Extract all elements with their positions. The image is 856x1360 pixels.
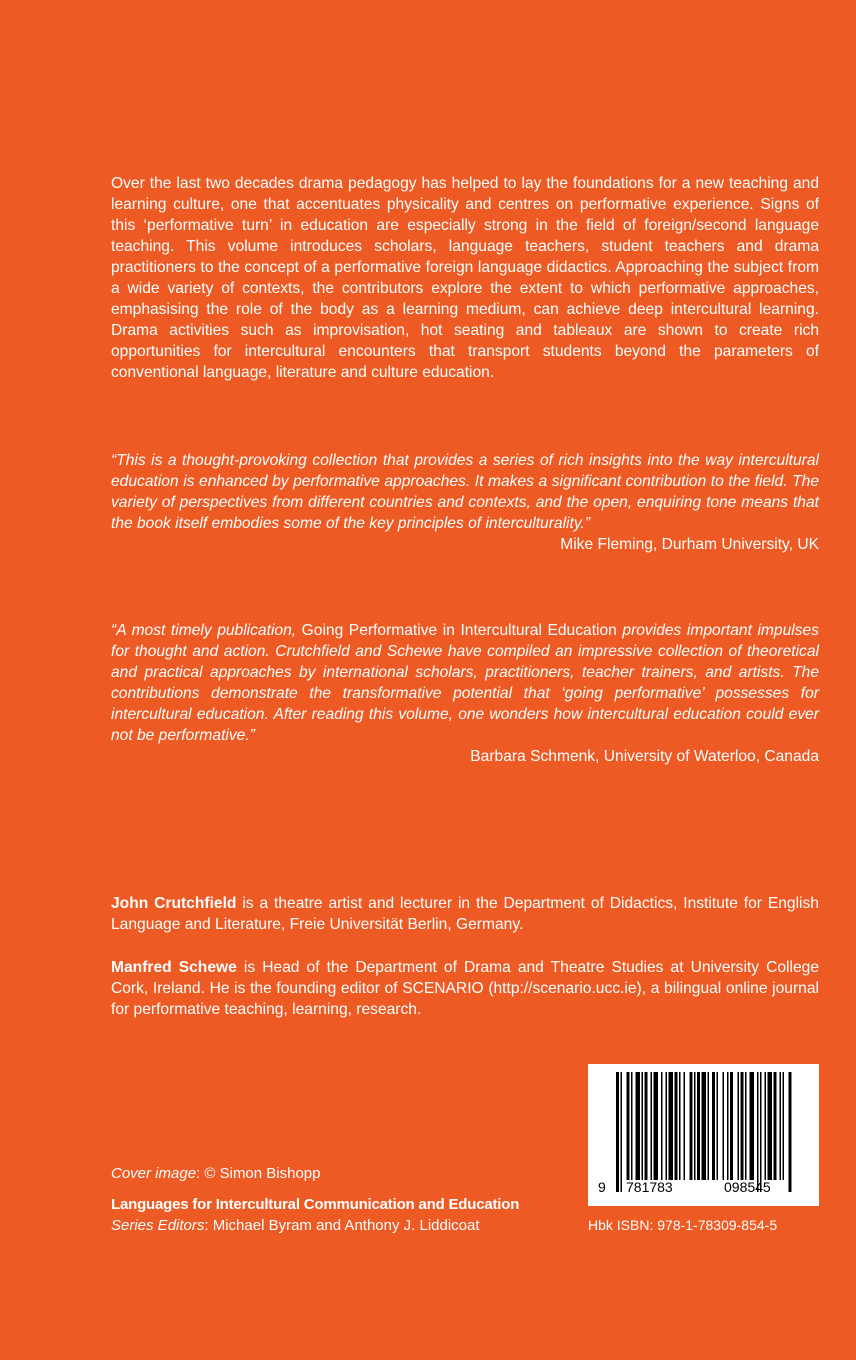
- series-editors-label: Series Editors: [111, 1217, 205, 1234]
- barcode-digit-prefix: 9: [598, 1179, 606, 1195]
- barcode-bar: [702, 1072, 707, 1180]
- barcode-bar: [675, 1072, 678, 1180]
- barcode-digits: [588, 1179, 819, 1203]
- cover-image-label: Cover image: [111, 1165, 197, 1182]
- series-editors: [111, 1215, 581, 1236]
- barcode-bar: [760, 1072, 762, 1192]
- barcode-bar: [621, 1072, 623, 1192]
- bio-text: [111, 957, 819, 1020]
- barcode-bar: [789, 1072, 792, 1192]
- barcode-bar: [636, 1072, 641, 1180]
- cover-image-name: : © Simon Bishopp: [196, 1165, 321, 1182]
- barcode-bar: [690, 1072, 693, 1180]
- blurb: [111, 173, 819, 383]
- barcode-bar: [661, 1072, 663, 1180]
- barcode-bar: [666, 1072, 668, 1180]
- endorsement-quote: “This is a thought-provoking collection that provides a series of rich insights into the way intercultural education is enhanced by performative approaches. It makes a significant contribution to the field. The variety of perspectives from different countries and contexts, and the open, enquiring tone means that the book itself embodies some of the key principles of interculturality.”: [111, 452, 819, 532]
- cover-image-credit: [111, 1163, 581, 1184]
- blurb-text: Over the last two decades drama pedagogy has helped to lay the foundations for a new teaching and learning culture, one that accentuates physicality and centres on performative experience. Signs of this ‘performative turn’ in education are especially strong in the field of foreign/second language teaching. This volume introduces scholars, language teachers, student teachers and drama practitioners to the concept of a performative foreign language didactics. Approaching the subject from a wide variety of contexts, the contributors explore the extent to which performative approaches, emphasising the role of the body as a learning medium, can achieve deep intercultural learning. Drama activities such as improvisation, hot seating and tableaux are shown to create rich opportunities for intercultural encounters that transport students beyond the parameters of conventional language, literature and culture education.: [111, 175, 819, 381]
- barcode-bar: [768, 1072, 773, 1180]
- barcode-digits-right: 098545: [724, 1179, 771, 1195]
- endorsement-1: [111, 450, 819, 555]
- endorsement-author: Mike Fleming, Durham University, UK: [560, 536, 819, 553]
- barcode-bar: [627, 1072, 630, 1180]
- isbn: Hbk ISBN: 978-1-78309-854-5: [588, 1217, 778, 1233]
- series-name: Languages for Intercultural Communication and Education: [111, 1196, 520, 1213]
- barcode-bar: [654, 1072, 659, 1180]
- barcode-bar: [684, 1072, 686, 1180]
- barcode-bar: [757, 1072, 759, 1192]
- author-name: Manfred Schewe: [111, 959, 237, 976]
- barcode: [588, 1064, 819, 1206]
- barcode-bar: [694, 1072, 696, 1180]
- barcode-bar: [631, 1072, 633, 1180]
- barcode-bar: [745, 1072, 747, 1180]
- bio-body: is Head of the Department of Drama and Theatre Studies at University College Cork, Ireland. He is the founding editor of SCENARIO (http://scenario.ucc.ie), a bilingual online journal for performative teaching, learning, research.: [111, 959, 819, 1018]
- author-bio-1: [111, 893, 819, 935]
- barcode-bar: [708, 1072, 710, 1180]
- endorsement-quote: [111, 620, 819, 746]
- barcode-bar: [616, 1072, 619, 1192]
- barcode-bar: [730, 1072, 733, 1180]
- barcode-digits-left: 781783: [626, 1179, 673, 1195]
- barcode-bar: [774, 1072, 777, 1180]
- quote-part: “A most timely publication,: [111, 622, 302, 639]
- bio-text: [111, 893, 819, 935]
- author-name: John Crutchfield: [111, 895, 237, 912]
- barcode-bar: [651, 1072, 653, 1180]
- series-editors-names: : Michael Byram and Anthony J. Liddicoat: [204, 1217, 480, 1234]
- barcode-bar: [783, 1072, 785, 1180]
- barcode-bar: [697, 1072, 700, 1180]
- barcode-bar: [642, 1072, 644, 1180]
- barcode-bar: [669, 1072, 674, 1180]
- book-title: Going Performative in Intercultural Education: [301, 622, 617, 639]
- barcode-bar: [717, 1072, 719, 1180]
- author-bio-2: [111, 957, 819, 1020]
- barcode-bar: [780, 1072, 782, 1180]
- endorsement-author: Barbara Schmenk, University of Waterloo, Canada: [470, 748, 819, 765]
- barcode-bar: [750, 1072, 755, 1180]
- barcode-bar: [741, 1072, 744, 1180]
- barcode-bar: [712, 1072, 715, 1180]
- barcode-bar: [727, 1072, 729, 1180]
- endorsement-2: [111, 620, 819, 767]
- bio-body: is a theatre artist and lecturer in the Department of Didactics, Institute for English Language and Literature, Freie Universität Berlin, Germany.: [111, 895, 819, 933]
- barcode-bar: [723, 1072, 725, 1180]
- footer-credits: [111, 1163, 581, 1236]
- barcode-bar: [645, 1072, 648, 1180]
- barcode-bar: [765, 1072, 767, 1180]
- barcode-bar: [679, 1072, 681, 1180]
- barcode-bar: [738, 1072, 740, 1180]
- quote-part: provides important impulses for thought and action. Crutchfield and Schewe have compiled an impressive collection of theoretical and practical approaches by international scholars, practitioners, teacher trainers, and artists. The contributions demonstrate the transformative potential that ‘going performative’ possesses for intercultural education. After reading this volume, one wonders how intercultural education could ever not be performative.”: [111, 622, 819, 744]
